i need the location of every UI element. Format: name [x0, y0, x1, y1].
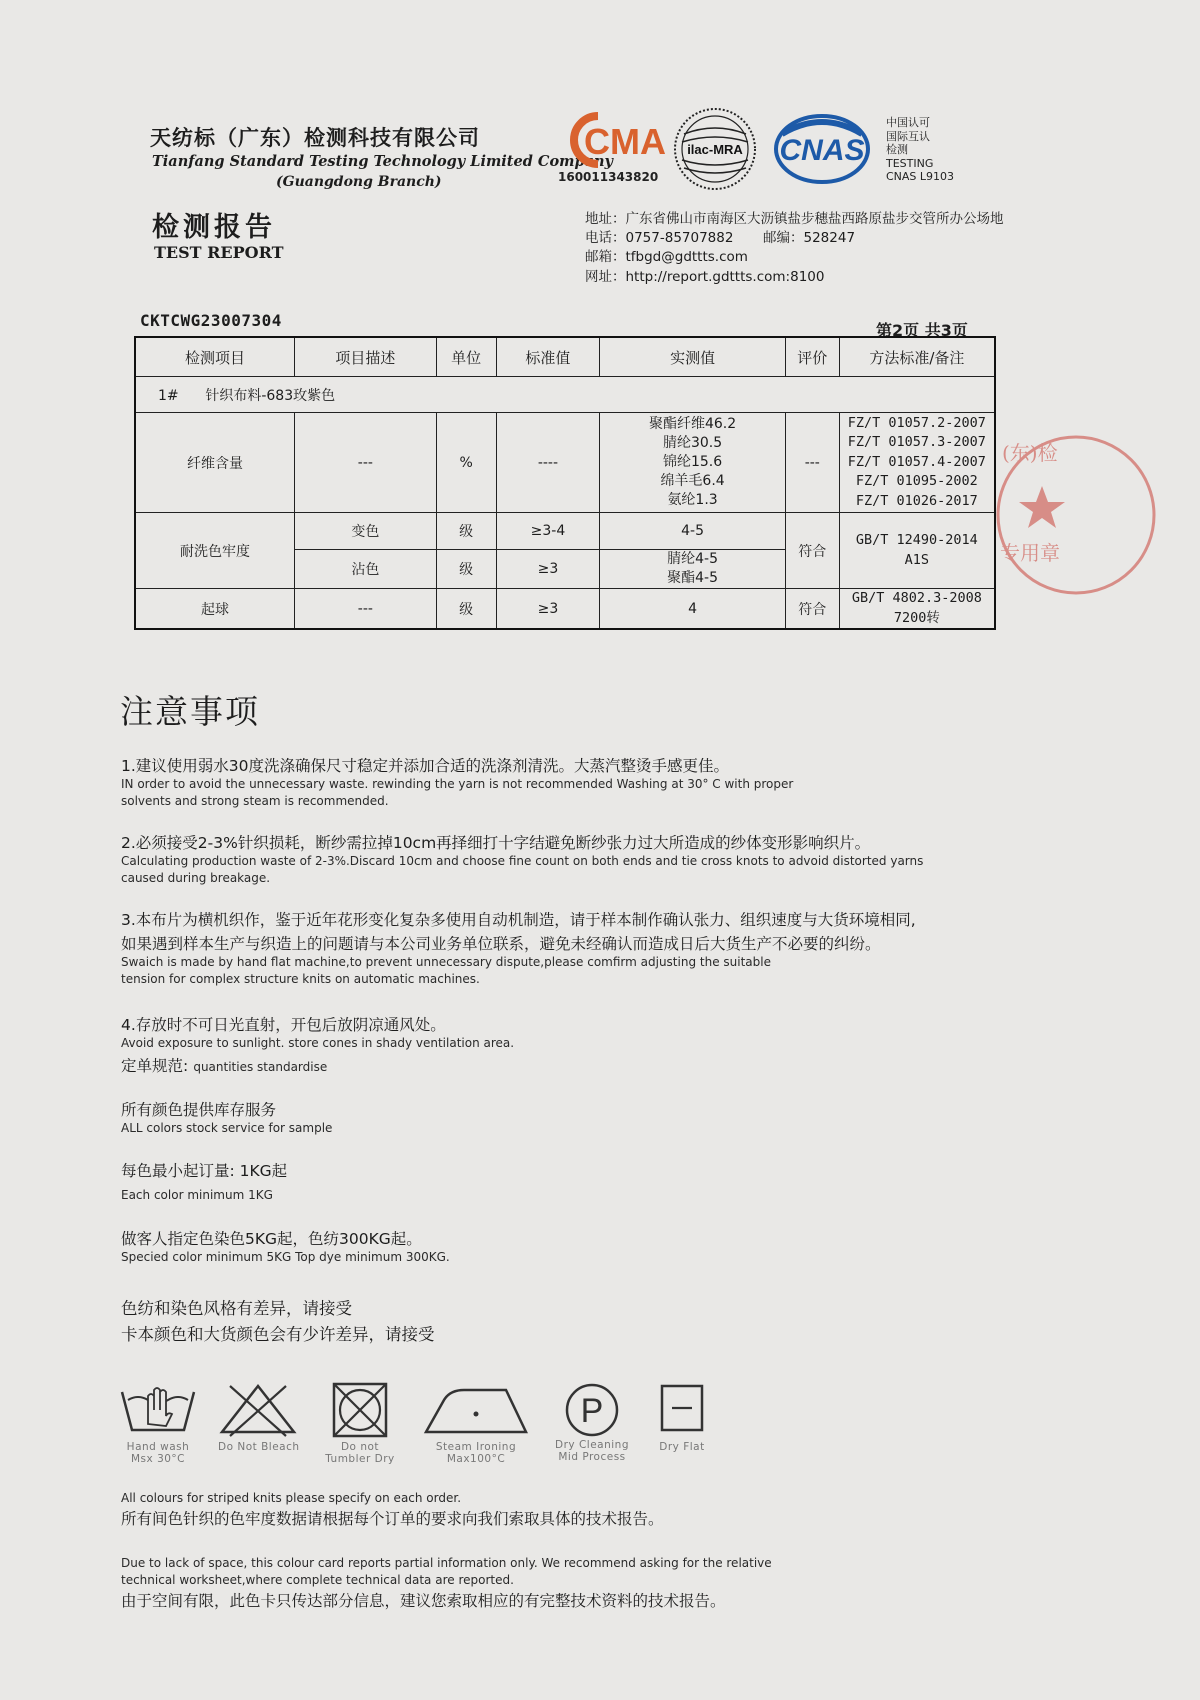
- measured-line: 聚酯纤维46.2: [648, 416, 737, 432]
- note-text-cn: 色纺和染色风格有差异，请接受: [121, 1299, 352, 1318]
- table-cell: %: [436, 413, 496, 513]
- table-cell: [839, 589, 995, 630]
- method-line: FZ/T 01026-2017: [855, 492, 978, 509]
- note-text-en: solvents and strong steam is recommended.: [121, 794, 389, 808]
- table-header-cell: 评价: [785, 337, 839, 377]
- table-header-row: [135, 337, 995, 377]
- care-item-do-not-bleach: [218, 1382, 300, 1454]
- method-line: GB/T 4802.3-2008: [851, 590, 982, 606]
- method-line: FZ/T 01057.3-2007: [847, 434, 986, 451]
- table-cell: ---: [295, 413, 437, 513]
- official-stamp-icon: [996, 420, 1076, 610]
- table-cell: [600, 413, 786, 513]
- moq-note: [121, 1159, 1081, 1204]
- note-text-cn: 由于空间有限，此色卡只传达部分信息，建议您索取相应的有完整技术资料的技术报告。: [121, 1592, 726, 1610]
- care-label: Steam Ironing: [435, 1441, 517, 1453]
- table-cell: 纤维含量: [135, 413, 295, 513]
- space-note: [121, 1555, 1081, 1611]
- care-item-do-not-tumble-dry: [320, 1382, 400, 1465]
- order-standard-line: [121, 1054, 1081, 1076]
- note-text-cn: 4.存放时不可日光直射，开包后放阴凉通风处。: [121, 1016, 446, 1034]
- method-line: FZ/T 01057.4-2007: [847, 453, 986, 470]
- care-label: Do Not Bleach: [218, 1441, 300, 1453]
- ilac-logo-text: ilac-MRA: [687, 142, 743, 157]
- table-cell: 级: [436, 550, 496, 589]
- note-text-cn: 卡本颜色和大货颜色会有少许差异，请接受: [121, 1325, 435, 1344]
- company-name-en: Tianfang Standard Testing Technology Limited Company: [152, 153, 613, 170]
- note-text-cn: 做客人指定色染色5KG起，色纺300KG起。: [121, 1230, 422, 1248]
- order-standard-cn: 定单规范:: [121, 1057, 189, 1075]
- table-cell: 4: [600, 589, 786, 630]
- dye-note: [121, 1227, 1081, 1266]
- table-cell: ≥3: [496, 550, 600, 589]
- note-text-cn: 3.本布片为横机织作，鉴于近年花形变化复杂多使用自动机制造，请于样本制作确认张力、组织速度与大货环境相同,: [121, 911, 916, 929]
- method-line: 7200转: [893, 609, 940, 626]
- note-text-en: ALL colors stock service for sample: [121, 1121, 333, 1135]
- method-line: GB/T 12490-2014: [855, 532, 978, 548]
- contact-phone: 电话：0757-85707882: [585, 230, 734, 246]
- measured-line: 腈纶4-5: [667, 551, 719, 567]
- do-not-bleach-icon: [218, 1382, 298, 1438]
- care-label: Tumbler Dry: [325, 1452, 395, 1465]
- table-header-cell: 实测值: [600, 337, 786, 377]
- care-label: Do not: [340, 1441, 380, 1453]
- table-cell: 4-5: [600, 513, 786, 550]
- table-row-pilling: [135, 589, 995, 630]
- note-text-en: tension for complex structure knits on automatic machines.: [121, 972, 480, 986]
- method-line: A1S: [904, 551, 930, 568]
- table-row-wash-1: [135, 513, 995, 550]
- sample-name: 1# 针织布料-683玫紫色: [135, 377, 995, 413]
- note-text-en: Each color minimum 1KG: [121, 1188, 273, 1202]
- report-number: CKTCWG23007304: [140, 311, 282, 330]
- stock-note: [121, 1098, 1081, 1137]
- cert-line: 国际互认: [886, 129, 930, 143]
- table-header-cell: 项目描述: [295, 337, 437, 377]
- note-text-en: All colours for striped knits please specify on each order.: [121, 1491, 462, 1505]
- report-title-en: TEST REPORT: [154, 243, 284, 262]
- measured-line: 锦纶15.6: [662, 454, 723, 470]
- difference-note: [121, 1296, 1081, 1348]
- note-text-en: Due to lack of space, this colour card reports partial information only. We recommend asking for the relative: [121, 1556, 772, 1570]
- cert-line: CNAS L9103: [886, 170, 955, 183]
- method-line: FZ/T 01057.2-2007: [847, 414, 986, 431]
- table-cell: 起球: [135, 589, 295, 630]
- stamp-text: (东)检: [1002, 441, 1058, 465]
- table-cell: 符合: [785, 513, 839, 589]
- striped-note: [121, 1490, 1081, 1529]
- table-cell: ≥3-4: [496, 513, 600, 550]
- care-label: Dry Flat: [659, 1441, 705, 1453]
- measured-line: 腈纶30.5: [662, 435, 723, 451]
- care-label: Max100°C: [446, 1452, 506, 1465]
- notes-title: 注意事项: [120, 692, 260, 731]
- measured-line: 聚酯4-5: [667, 570, 719, 586]
- table-cell: ----: [496, 413, 600, 513]
- table-cell: 耐洗色牢度: [135, 513, 295, 589]
- cma-logo-icon: [558, 112, 666, 168]
- note-1: [121, 754, 1081, 810]
- table-header-cell: 标准值: [496, 337, 600, 377]
- order-standard-en: quantities standardise: [193, 1060, 328, 1074]
- cnas-logo-icon: [772, 112, 872, 186]
- note-text-en: IN order to avoid the unnecessary waste. rewinding the yarn is not recommended Washing at 30° C with proper: [121, 777, 794, 791]
- table-header-cell: 单位: [436, 337, 496, 377]
- note-text-cn: 如果遇到样本生产与织造上的问题请与本公司业务单位联系，避免未经确认而造成日后大货生产不必要的纠纷。: [121, 935, 881, 953]
- care-item-dry-cleaning: [552, 1380, 632, 1463]
- note-2: [121, 831, 1081, 887]
- page-indicator: 第2页 共3页: [876, 321, 968, 340]
- table-cell: ≥3: [496, 589, 600, 630]
- table-cell: 级: [436, 513, 496, 550]
- ma-number: 160011343820: [558, 170, 659, 184]
- cert-line: 检测: [886, 143, 908, 156]
- note-4: [121, 1013, 1081, 1076]
- contact-website: 网址：http://report.gdttts.com:8100: [585, 269, 825, 285]
- table-cell: 符合: [785, 589, 839, 630]
- note-text-cn: 1.建议使用弱水30度洗涤确保尺寸稳定并添加合适的洗涤剂清洗。大蒸汽整烫手感更佳。: [121, 757, 730, 775]
- note-3: [121, 908, 1081, 988]
- stamp-text: 专用章: [1000, 541, 1060, 565]
- table-cell: 变色: [295, 513, 437, 550]
- table-row-fiber: [135, 413, 995, 513]
- note-text-en: Swaich is made by hand flat machine,to prevent unnecessary dispute,please comfirm adjusting the suitable: [121, 955, 771, 969]
- measured-line: 绵羊毛6.4: [660, 473, 725, 489]
- table-header-cell: 方法标准/备注: [839, 337, 995, 377]
- dry-clean-p-icon: [552, 1380, 632, 1436]
- table-cell: [600, 550, 786, 589]
- table-cell: ---: [785, 413, 839, 513]
- ma-logo-text: CMA: [584, 121, 666, 162]
- company-name-cn: 天纺标（广东）检测科技有限公司: [150, 125, 480, 150]
- note-text-cn: 所有间色针织的色牢度数据请根据每个订单的要求向我们索取具体的技术报告。: [121, 1510, 664, 1528]
- note-text-en: Avoid exposure to sunlight. store cones in shady ventilation area.: [121, 1036, 515, 1050]
- note-text-en: caused during breakage.: [121, 871, 271, 885]
- test-result-table: [134, 336, 996, 630]
- table-header-cell: 检测项目: [135, 337, 295, 377]
- cert-line: TESTING: [886, 156, 934, 170]
- cnas-logo-text: CNAS: [779, 134, 865, 167]
- care-item-steam-iron: [424, 1382, 528, 1465]
- dry-flat-icon: [642, 1382, 722, 1438]
- cert-text-block: [886, 116, 954, 184]
- care-label: Mid Process: [558, 1450, 626, 1463]
- note-text-en: Specied color minimum 5KG Top dye minimum 300KG.: [121, 1250, 450, 1264]
- care-label: Dry Cleaning: [555, 1439, 629, 1451]
- do-not-tumble-dry-icon: [320, 1382, 400, 1438]
- care-label: Hand wash: [126, 1441, 190, 1453]
- method-line: FZ/T 01095-2002: [855, 473, 978, 490]
- note-text-en: technical worksheet,where complete technical data are reported.: [121, 1573, 514, 1587]
- note-text-cn: 2.必须接受2-3%针织损耗，断纱需拉掉10cm再择细打十字结避免断纱张力过大所造成的纱体变形影响织片。: [121, 834, 871, 852]
- report-title-cn: 检测报告: [152, 212, 276, 243]
- care-item-hand-wash: [118, 1382, 198, 1465]
- care-item-dry-flat: [642, 1382, 722, 1454]
- table-cell: 沾色: [295, 550, 437, 589]
- steam-iron-icon: [424, 1382, 528, 1438]
- note-text-cn: 每色最小起订量: 1KG起: [121, 1162, 288, 1180]
- contact-email: 邮箱：tfbgd@gdttts.com: [585, 249, 748, 265]
- table-cell: [839, 513, 995, 589]
- contact-address: 地址：广东省佛山市南海区大沥镇盐步穗盐西路原盐步交管所办公场地: [585, 211, 1004, 227]
- cert-line: 中国认可: [886, 116, 930, 129]
- note-text-cn: 所有颜色提供库存服务: [121, 1101, 277, 1119]
- hand-wash-icon: [118, 1382, 198, 1438]
- table-cell: [839, 413, 995, 513]
- ilac-mra-logo-icon: [670, 104, 760, 194]
- table-cell: ---: [295, 589, 437, 630]
- care-label: Msx 30°C: [130, 1452, 186, 1465]
- table-cell: 级: [436, 589, 496, 630]
- dry-clean-glyph: P: [580, 1392, 604, 1430]
- note-text-en: Calculating production waste of 2-3%.Discard 10cm and choose fine count on both ends and tie cross knots to advoid distorted yarns: [121, 854, 924, 868]
- sample-row: [135, 377, 995, 413]
- company-branch: (Guangdong Branch): [276, 174, 442, 190]
- measured-line: 氨纶1.3: [667, 492, 718, 508]
- contact-postal: 邮编：528247: [763, 230, 856, 246]
